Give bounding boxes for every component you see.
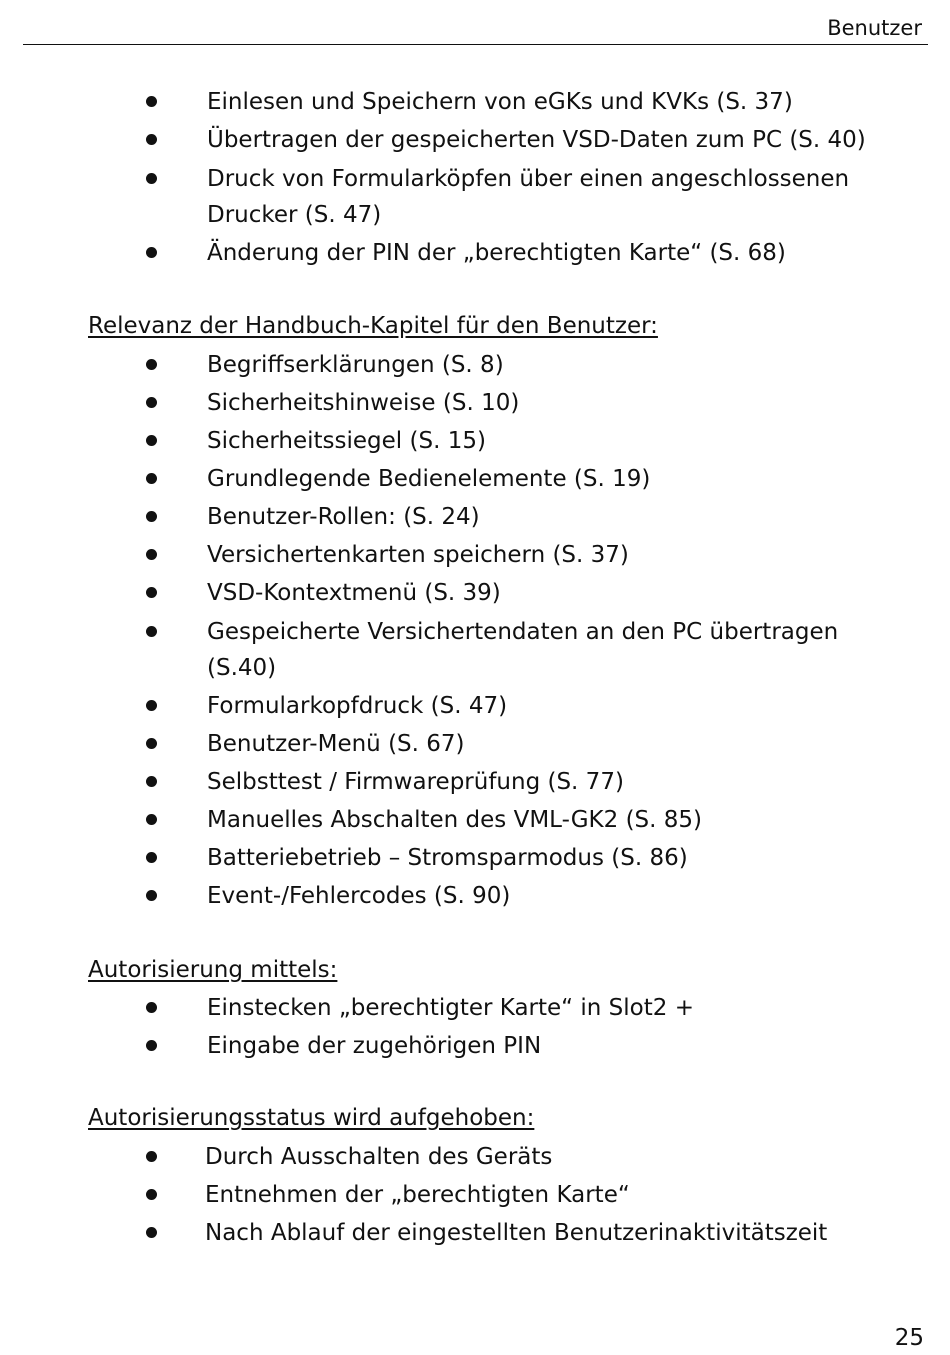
- list-item: [0, 614, 950, 688]
- bullet-icon: [146, 587, 157, 598]
- list-item-text: Benutzer-Menü (S. 67): [207, 731, 465, 757]
- list-item: [0, 1139, 950, 1177]
- bullet-icon: [146, 549, 157, 560]
- list-item-text: Begriffserklärungen (S. 8): [207, 352, 504, 378]
- list-item: [0, 840, 950, 878]
- list-item: [0, 537, 950, 575]
- list-item: [0, 161, 950, 235]
- bullet-icon: [146, 1189, 157, 1200]
- bullet-icon: [146, 700, 157, 711]
- list-item-text: Einstecken „berechtigter Karte“ in Slot2 +: [207, 995, 694, 1021]
- bullet-icon: [146, 96, 157, 107]
- bullet-icon: [146, 890, 157, 901]
- list-item-text: Änderung der PIN der „berechtigten Karte“ (S. 68): [207, 240, 786, 266]
- section-heading-relevance: Relevanz der Handbuch-Kapitel für den Benutzer:: [88, 313, 658, 339]
- list-item-text: Batteriebetrieb – Stromsparmodus (S. 86): [207, 845, 688, 871]
- list-item-text: Nach Ablauf der eingestellten Benutzerinaktivitätszeit: [205, 1220, 828, 1246]
- page-number: 25: [894, 1325, 924, 1351]
- list-item-text: Benutzer-Rollen: (S. 24): [207, 504, 480, 530]
- running-header-title: Benutzer: [827, 16, 922, 40]
- list-item-text: Druck von Formularköpfen über einen angeschlossenen Drucker (S. 47): [207, 166, 850, 228]
- header-divider: [23, 44, 928, 45]
- section-heading-revocation: Autorisierungsstatus wird aufgehoben:: [88, 1105, 535, 1131]
- bullet-icon: [146, 738, 157, 749]
- bullet-icon: [146, 626, 157, 637]
- list-item: [0, 1177, 950, 1215]
- bullet-icon: [146, 1040, 157, 1051]
- list-item-text: Gespeicherte Versichertendaten an den PC übertragen (S.40): [207, 619, 839, 681]
- list-item-text: Grundlegende Bedienelemente (S. 19): [207, 466, 651, 492]
- bullet-icon: [146, 473, 157, 484]
- list-item-text: Selbsttest / Firmwareprüfung (S. 77): [207, 769, 624, 795]
- list-item-text: Eingabe der zugehörigen PIN: [207, 1033, 542, 1059]
- list-item-text: VSD-Kontextmenü (S. 39): [207, 580, 501, 606]
- list-item: [0, 461, 950, 499]
- list-item-text: Sicherheitssiegel (S. 15): [207, 428, 486, 454]
- bullet-icon: [146, 173, 157, 184]
- bullet-icon: [146, 359, 157, 370]
- list-item: [0, 1028, 950, 1066]
- list-item-text: Formularkopfdruck (S. 47): [207, 693, 508, 719]
- bullet-icon: [146, 1002, 157, 1013]
- list-item: [0, 347, 950, 385]
- list-item: [0, 764, 950, 802]
- list-item-text: Event-/Fehlercodes (S. 90): [207, 883, 511, 909]
- list-item: [0, 1215, 950, 1253]
- bullet-icon: [146, 814, 157, 825]
- list-item: [0, 802, 950, 840]
- bullet-icon: [146, 134, 157, 145]
- list-item-text: Versichertenkarten speichern (S. 37): [207, 542, 629, 568]
- list-item: [0, 688, 950, 726]
- list-item-text: Sicherheitshinweise (S. 10): [207, 390, 520, 416]
- bullet-icon: [146, 247, 157, 258]
- list-item: [0, 499, 950, 537]
- bullet-icon: [146, 776, 157, 787]
- list-item-text: Übertragen der gespeicherten VSD-Daten zum PC (S. 40): [207, 127, 866, 153]
- list-item: [0, 84, 950, 122]
- list-item: [0, 122, 950, 160]
- list-item: [0, 575, 950, 613]
- list-item-text: Manuelles Abschalten des VML-GK2 (S. 85): [207, 807, 703, 833]
- bullet-icon: [146, 435, 157, 446]
- bullet-icon: [146, 852, 157, 863]
- list-item-text: Einlesen und Speichern von eGKs und KVKs (S. 37): [207, 89, 793, 115]
- bullet-icon: [146, 1151, 157, 1162]
- list-item: [0, 235, 950, 273]
- list-item-text: Durch Ausschalten des Geräts: [205, 1144, 553, 1170]
- list-item: [0, 726, 950, 764]
- bullet-icon: [146, 397, 157, 408]
- list-item: [0, 423, 950, 461]
- list-item-text: Entnehmen der „berechtigten Karte“: [205, 1182, 630, 1208]
- list-item: [0, 990, 950, 1028]
- bullet-icon: [146, 511, 157, 522]
- section-heading-authorization: Autorisierung mittels:: [88, 957, 338, 983]
- list-item: [0, 385, 950, 423]
- list-item: [0, 878, 950, 916]
- bullet-icon: [146, 1227, 157, 1238]
